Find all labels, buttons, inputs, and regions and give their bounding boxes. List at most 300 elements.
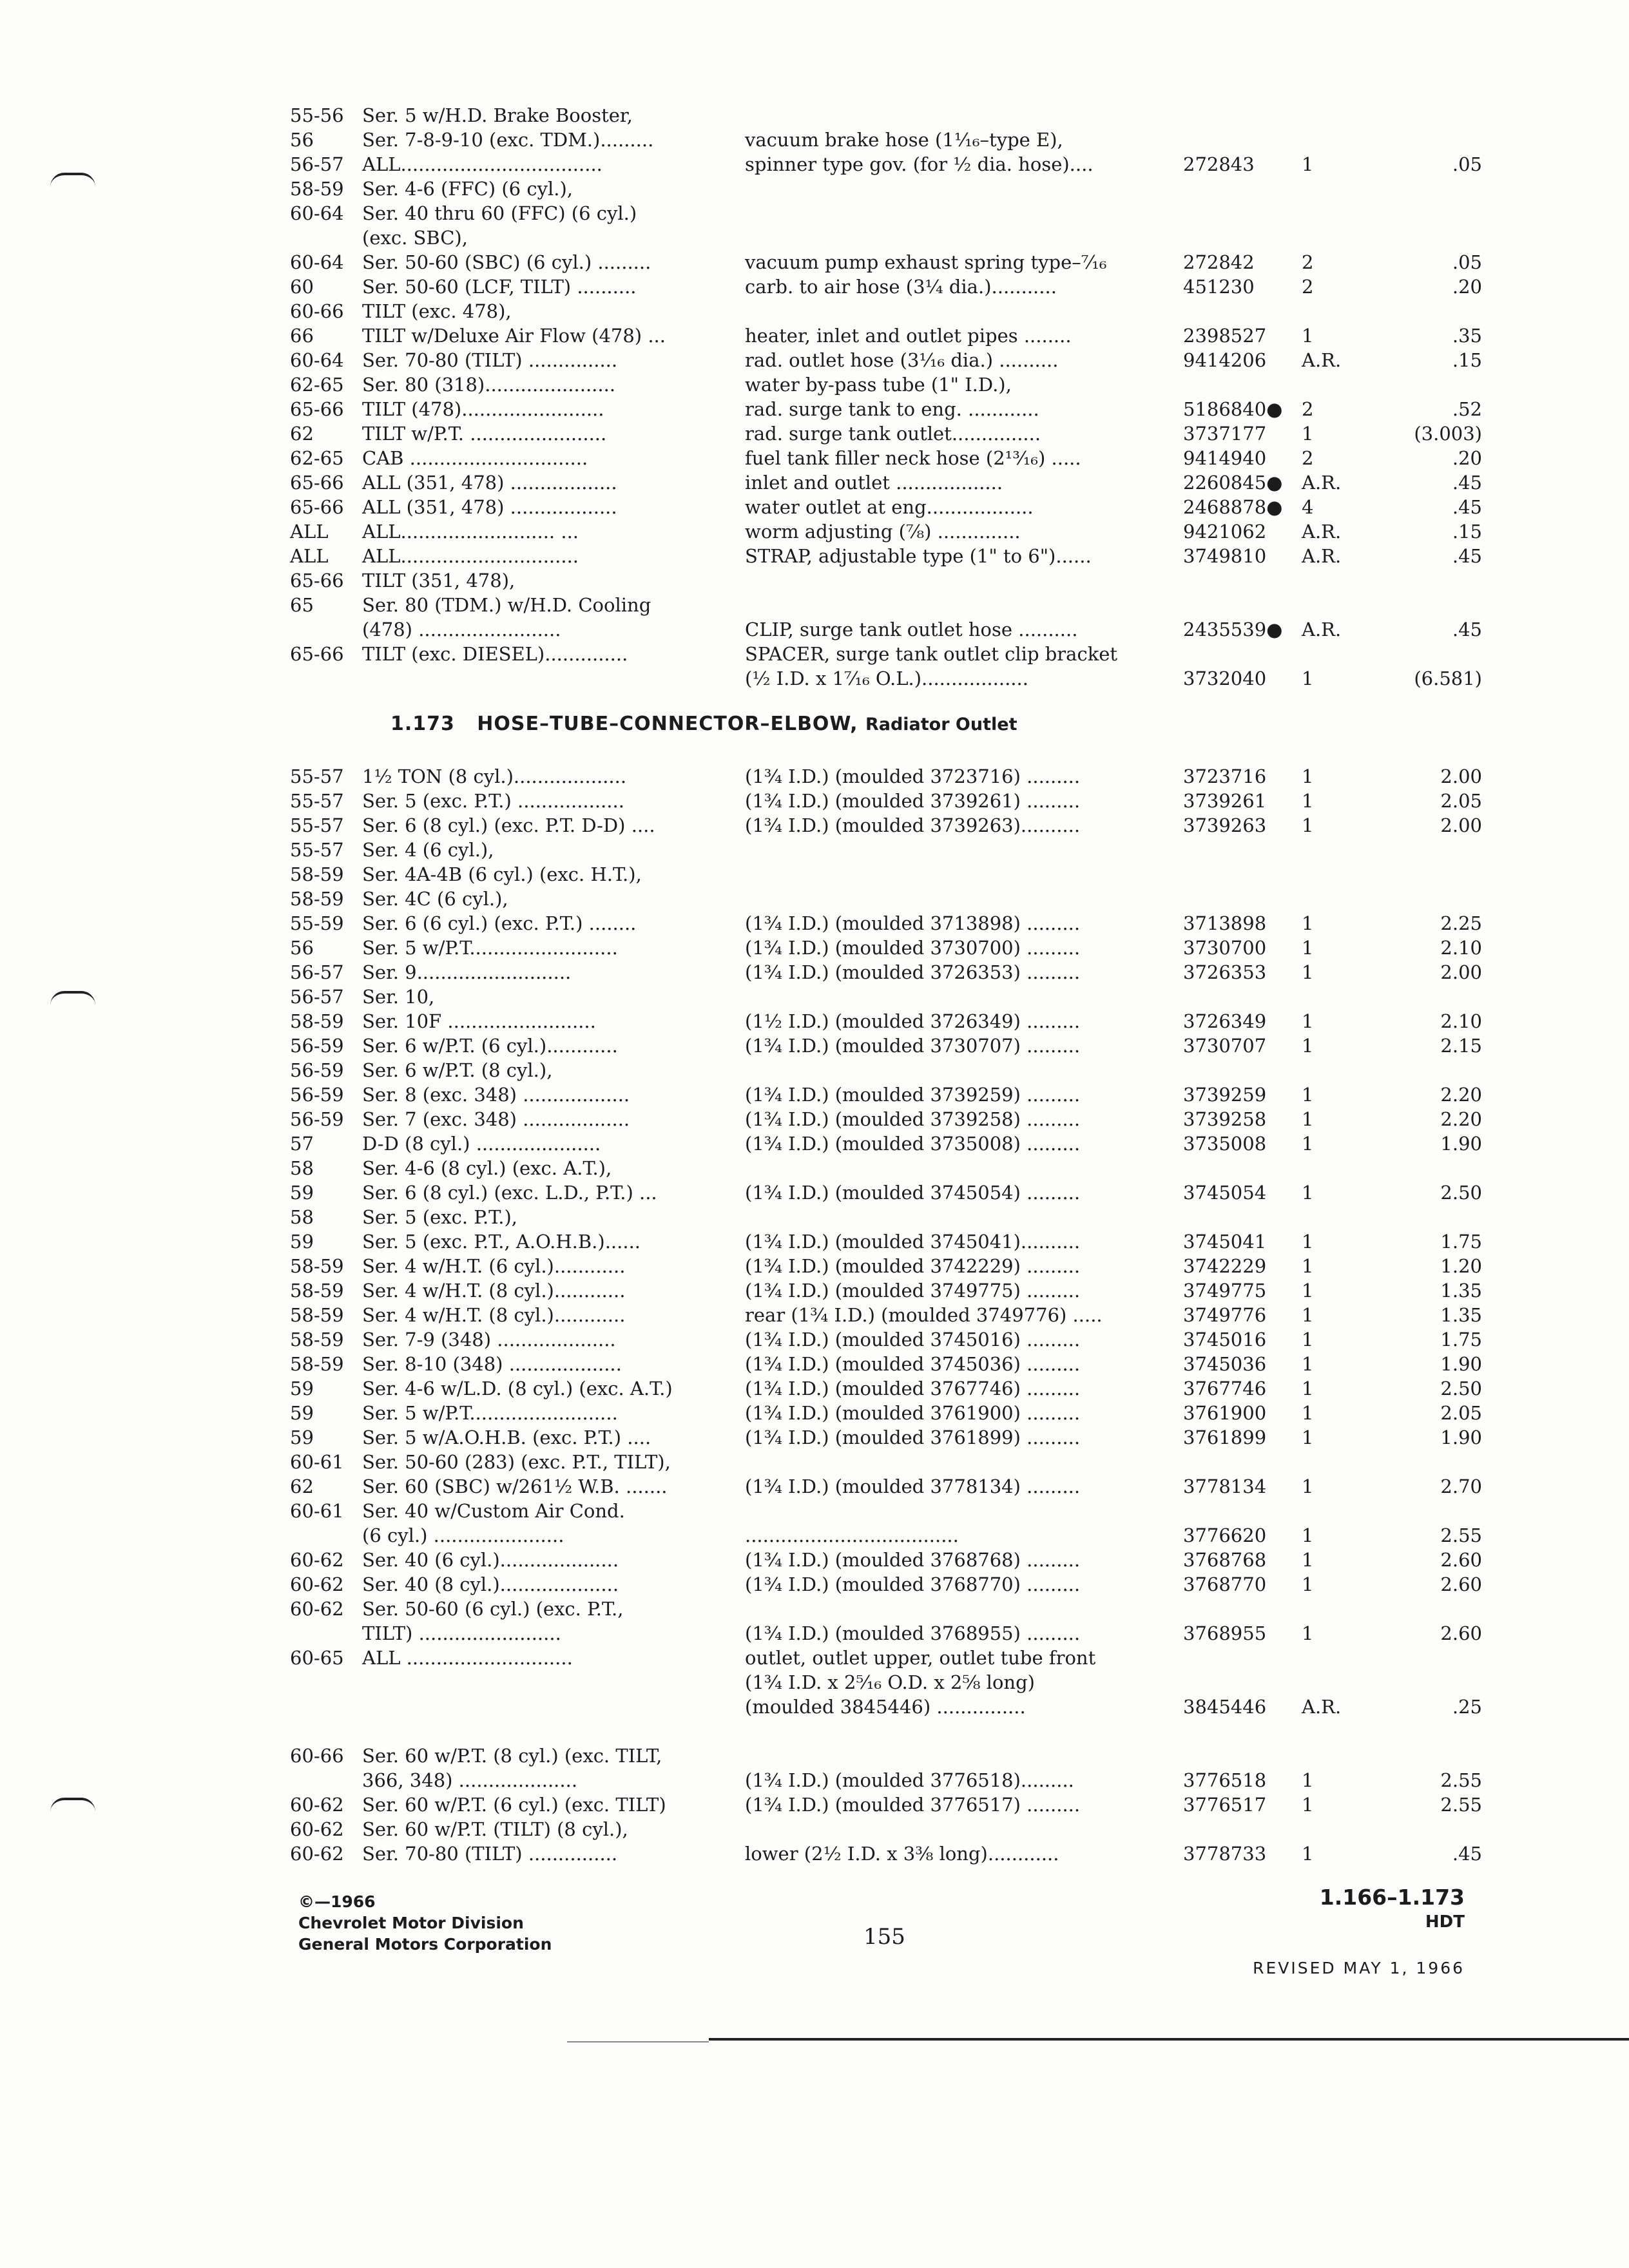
price-cell: 2.55	[1440, 1769, 1482, 1791]
year-cell: 65-66	[290, 643, 344, 665]
year-cell: 58-59	[290, 1010, 344, 1032]
description-cell: lower (2½ I.D. x 3⅜ long)............	[745, 1843, 1059, 1865]
part-number-cell: 3776518	[1183, 1769, 1267, 1791]
price-cell: .45	[1452, 496, 1482, 518]
table-row	[290, 177, 1514, 201]
quantity-cell: 1	[1302, 1549, 1314, 1571]
description-cell: vacuum pump exhaust spring type–⁷⁄₁₆	[745, 251, 1107, 273]
description-cell: worm adjusting (⁷⁄₈) ..............	[745, 521, 1021, 543]
table-row	[290, 1009, 1514, 1033]
table-row	[290, 1376, 1514, 1401]
table-row	[290, 519, 1514, 544]
price-cell: .20	[1452, 447, 1482, 469]
model-cell: Ser. 4-6 (8 cyl.) (exc. A.T.),	[362, 1157, 612, 1179]
model-cell: D-D (8 cyl.) .....................	[362, 1133, 601, 1155]
model-cell: Ser. 50-60 (283) (exc. P.T., TILT),	[362, 1451, 671, 1473]
year-cell: 58-59	[290, 1255, 344, 1277]
table-row	[290, 568, 1514, 593]
table-row	[290, 1254, 1514, 1278]
model-cell: Ser. 8 (exc. 348) ..................	[362, 1084, 630, 1106]
year-cell: ALL	[290, 521, 329, 543]
price-cell: 2.10	[1440, 1010, 1482, 1032]
year-cell: 56	[290, 937, 314, 959]
model-cell: Ser. 50-60 (LCF, TILT) ..........	[362, 276, 637, 298]
table-row	[290, 985, 1514, 1009]
year-cell: 62	[290, 423, 314, 445]
table-row	[290, 1450, 1514, 1474]
quantity-cell: 2	[1302, 447, 1314, 469]
year-cell: 60-62	[290, 1843, 344, 1865]
description-cell: (1¾ I.D.) (moulded 3761900) .........	[745, 1402, 1081, 1424]
description-cell: (1¾ I.D.) (moulded 3730707) .........	[745, 1035, 1081, 1057]
price-cell: 2.55	[1440, 1794, 1482, 1816]
price-cell: 2.70	[1440, 1475, 1482, 1497]
description-cell: (½ I.D. x 1⁷⁄₁₆ O.L.)..................	[745, 668, 1028, 689]
table-row	[290, 1841, 1514, 1866]
parts-table-top	[290, 103, 1514, 691]
table-row	[290, 1082, 1514, 1107]
table-row	[290, 1792, 1514, 1817]
quantity-cell: A.R.	[1302, 619, 1342, 640]
section-title: HOSE–TUBE–CONNECTOR–ELBOW,	[477, 713, 858, 735]
year-cell: 66	[290, 325, 314, 347]
table-row	[290, 593, 1514, 617]
table-row	[290, 1327, 1514, 1352]
publisher-block	[298, 1891, 552, 1955]
quantity-cell: 1	[1302, 1794, 1314, 1816]
description-cell: (1¾ I.D.) (moulded 3742229) .........	[745, 1255, 1081, 1277]
model-cell: Ser. 4 w/H.T. (8 cyl.)............	[362, 1304, 626, 1326]
table-row	[290, 1695, 1514, 1719]
year-cell: 60-62	[290, 1818, 344, 1840]
table-row	[290, 1229, 1514, 1254]
table-row	[290, 446, 1514, 470]
corporation-name: General Motors Corporation	[298, 1935, 552, 1954]
price-cell: .05	[1452, 251, 1482, 273]
table-row	[290, 544, 1514, 568]
year-cell: 60-62	[290, 1598, 344, 1620]
model-cell: Ser. 4 w/H.T. (6 cyl.)............	[362, 1255, 626, 1277]
price-cell: 2.05	[1440, 790, 1482, 812]
year-cell: 60-65	[290, 1647, 344, 1669]
table-row	[290, 1107, 1514, 1131]
table-row	[290, 838, 1514, 862]
quantity-cell: 1	[1302, 1182, 1314, 1204]
quantity-cell: 1	[1302, 325, 1314, 347]
year-cell: 62	[290, 1475, 314, 1497]
model-cell: TILT w/P.T. .......................	[362, 423, 607, 445]
part-number-cell: 3745041	[1183, 1231, 1267, 1253]
model-cell: Ser. 7-9 (348) ....................	[362, 1329, 616, 1350]
model-cell: ALL (351, 478) ..................	[362, 472, 617, 494]
price-cell: 2.60	[1440, 1622, 1482, 1644]
table-row	[290, 348, 1514, 372]
part-number-cell: 3749810	[1183, 545, 1267, 567]
price-cell: 1.90	[1440, 1133, 1482, 1155]
year-cell: 60-66	[290, 1745, 344, 1767]
part-number-cell: 3778134	[1183, 1475, 1267, 1497]
model-cell: Ser. 60 w/P.T. (6 cyl.) (exc. TILT)	[362, 1794, 666, 1816]
table-row	[290, 1744, 1514, 1768]
year-cell: 60-64	[290, 349, 344, 371]
year-cell: 65-66	[290, 472, 344, 494]
year-cell: 57	[290, 1133, 314, 1155]
year-cell: 55-57	[290, 814, 344, 836]
year-cell: 58-59	[290, 178, 344, 200]
year-cell: 59	[290, 1402, 314, 1424]
part-number-cell: 3723716	[1183, 765, 1267, 787]
part-number-cell: 272842	[1183, 251, 1255, 273]
model-cell: 1½ TON (8 cyl.)...................	[362, 765, 627, 787]
table-row	[290, 323, 1514, 348]
description-cell: water outlet at eng..................	[745, 496, 1034, 518]
table-row	[290, 1768, 1514, 1792]
model-cell: Ser. 4-6 w/L.D. (8 cyl.) (exc. A.T.)	[362, 1378, 673, 1399]
description-cell: (1¾ I.D.) (moulded 3723716) .........	[745, 765, 1081, 787]
quantity-cell: 1	[1302, 814, 1314, 836]
model-cell: Ser. 4A-4B (6 cyl.) (exc. H.T.),	[362, 863, 642, 885]
model-cell: Ser. 4C (6 cyl.),	[362, 888, 508, 910]
part-number-cell: 3732040	[1183, 668, 1267, 689]
model-cell: Ser. 5 w/P.T.........................	[362, 937, 618, 959]
table-row	[290, 1278, 1514, 1303]
table-row	[290, 421, 1514, 446]
price-cell: 2.15	[1440, 1035, 1482, 1057]
page-number: 155	[863, 1924, 905, 1950]
book-code: HDT	[1425, 1912, 1465, 1932]
part-number-cell: 3768768	[1183, 1549, 1267, 1571]
copyright: ©—1966	[298, 1892, 376, 1911]
model-cell: Ser. 6 w/P.T. (6 cyl.)............	[362, 1035, 618, 1057]
price-cell: 2.05	[1440, 1402, 1482, 1424]
part-number-cell: 3735008	[1183, 1133, 1267, 1155]
quantity-cell: 1	[1302, 153, 1314, 175]
quantity-cell: 1	[1302, 1280, 1314, 1302]
table-row	[290, 1205, 1514, 1229]
description-cell: (1¾ I.D.) (moulded 3739263)..........	[745, 814, 1081, 836]
model-cell: 366, 348) ....................	[362, 1769, 578, 1791]
description-cell: carb. to air hose (3¹⁄₄ dia.)...........	[745, 276, 1057, 298]
price-cell: .15	[1452, 349, 1482, 371]
price-cell: 2.55	[1440, 1524, 1482, 1546]
year-cell: ALL	[290, 545, 329, 567]
part-number-cell: 451230	[1183, 276, 1255, 298]
model-cell: TILT (exc. DIESEL)..............	[362, 643, 628, 665]
model-cell: Ser. 6 (8 cyl.) (exc. P.T. D-D) ....	[362, 814, 655, 836]
scan-mark-2	[50, 991, 95, 1005]
quantity-cell: 4	[1302, 496, 1314, 518]
year-cell: 60-62	[290, 1549, 344, 1571]
table-row	[290, 1646, 1514, 1670]
quantity-cell: 1	[1302, 1475, 1314, 1497]
table-row	[290, 617, 1514, 642]
price-cell: 2.00	[1440, 765, 1482, 787]
table-row	[290, 936, 1514, 960]
part-number-cell: 9414940	[1183, 447, 1267, 469]
model-cell: TILT (478)........................	[362, 398, 604, 420]
quantity-cell: 1	[1302, 1524, 1314, 1546]
section-number: 1.173	[390, 713, 455, 735]
model-cell: ALL..................................	[362, 153, 602, 175]
model-cell: Ser. 50-60 (6 cyl.) (exc. P.T.,	[362, 1598, 624, 1620]
part-number-cell: 3761899	[1183, 1427, 1267, 1448]
model-cell: Ser. 80 (318)......................	[362, 374, 616, 396]
description-cell: (1¾ I.D.) (moulded 3713898) .........	[745, 912, 1081, 934]
price-cell: 2.25	[1440, 912, 1482, 934]
model-cell: Ser. 60 w/P.T. (8 cyl.) (exc. TILT,	[362, 1745, 662, 1767]
table-row	[290, 960, 1514, 985]
year-cell: 56	[290, 129, 314, 151]
year-cell: 60-62	[290, 1794, 344, 1816]
model-cell: Ser. 40 (8 cyl.)....................	[362, 1573, 619, 1595]
part-number-cell: 9414206	[1183, 349, 1267, 371]
description-cell: rad. surge tank to eng. ............	[745, 398, 1039, 420]
model-cell: Ser. 4 w/H.T. (8 cyl.)............	[362, 1280, 626, 1302]
price-cell: 2.60	[1440, 1573, 1482, 1595]
part-number-cell: 2398527	[1183, 325, 1267, 347]
quantity-cell: 1	[1302, 961, 1314, 983]
quantity-cell: 1	[1302, 912, 1314, 934]
quantity-cell: 1	[1302, 1133, 1314, 1155]
part-number-cell: 3768770	[1183, 1573, 1267, 1595]
model-cell: Ser. 6 w/P.T. (8 cyl.),	[362, 1059, 553, 1081]
part-number-cell: 2435539●	[1183, 619, 1283, 640]
year-cell: 59	[290, 1182, 314, 1204]
description-cell: rear (1¾ I.D.) (moulded 3749776) .....	[745, 1304, 1103, 1326]
part-number-cell: 3776620	[1183, 1524, 1267, 1546]
part-number-cell: 3778733	[1183, 1843, 1267, 1865]
model-cell: Ser. 10F .........................	[362, 1010, 596, 1032]
price-cell: .52	[1452, 398, 1482, 420]
price-cell: (6.581)	[1414, 668, 1482, 689]
year-cell: 58	[290, 1206, 314, 1228]
description-cell: CLIP, surge tank outlet hose ..........	[745, 619, 1078, 640]
part-number-cell: 272843	[1183, 153, 1255, 175]
table-row	[290, 1401, 1514, 1425]
quantity-cell: 1	[1302, 1084, 1314, 1106]
part-number-cell: 3745054	[1183, 1182, 1267, 1204]
part-number-cell: 3713898	[1183, 912, 1267, 934]
part-number-cell: 3776517	[1183, 1794, 1267, 1816]
table-row	[290, 299, 1514, 323]
year-cell: 58-59	[290, 888, 344, 910]
year-cell: 59	[290, 1427, 314, 1448]
price-cell: 2.50	[1440, 1378, 1482, 1399]
table-row	[290, 1303, 1514, 1327]
description-cell: (1¾ I.D. x 2⁵⁄₁₆ O.D. x 2⅝ long)	[745, 1671, 1035, 1693]
model-cell: Ser. 40 (6 cyl.)....................	[362, 1549, 619, 1571]
bottom-rule-thin	[567, 2041, 709, 2042]
table-row	[290, 1156, 1514, 1180]
year-cell: 60-66	[290, 300, 344, 322]
year-cell: 65-66	[290, 496, 344, 518]
table-row	[290, 1523, 1514, 1548]
year-cell: 60-61	[290, 1500, 344, 1522]
model-cell: (6 cyl.) ......................	[362, 1524, 564, 1546]
model-cell: Ser. 5 (exc. P.T., A.O.H.B.)......	[362, 1231, 641, 1253]
scan-mark-3	[50, 1798, 95, 1812]
description-cell: (1¾ I.D.) (moulded 3776518).........	[745, 1769, 1074, 1791]
division-name: Chevrolet Motor Division	[298, 1914, 524, 1932]
model-cell: Ser. 5 (exc. P.T.),	[362, 1206, 518, 1228]
table-row	[290, 1817, 1514, 1841]
quantity-cell: 1	[1302, 1843, 1314, 1865]
description-cell: (1¾ I.D.) (moulded 3768955) .........	[745, 1622, 1081, 1644]
table-row	[290, 1597, 1514, 1621]
description-cell: (1¾ I.D.) (moulded 3768770) .........	[745, 1573, 1081, 1595]
part-number-cell: 5186840●	[1183, 398, 1283, 420]
part-number-cell: 3749775	[1183, 1280, 1267, 1302]
revision-date: REVISED MAY 1, 1966	[1253, 1959, 1465, 1977]
model-cell: Ser. 40 thru 60 (FFC) (6 cyl.)	[362, 202, 637, 224]
table-row	[290, 274, 1514, 299]
price-cell: 2.00	[1440, 814, 1482, 836]
model-cell: Ser. 60 w/P.T. (TILT) (8 cyl.),	[362, 1818, 628, 1840]
table-row	[290, 911, 1514, 936]
parts-table-bottom	[290, 764, 1514, 1866]
description-cell: (1¾ I.D.) (moulded 3726353) .........	[745, 961, 1081, 983]
model-cell: Ser. 5 (exc. P.T.) ..................	[362, 790, 624, 812]
price-cell: 1.90	[1440, 1353, 1482, 1375]
model-cell: Ser. 50-60 (SBC) (6 cyl.) .........	[362, 251, 651, 273]
quantity-cell: A.R.	[1302, 349, 1342, 371]
quantity-cell: 1	[1302, 1769, 1314, 1791]
table-row	[290, 397, 1514, 421]
price-cell: 1.20	[1440, 1255, 1482, 1277]
part-number-cell: 3768955	[1183, 1622, 1267, 1644]
table-row	[290, 1719, 1514, 1744]
quantity-cell: 1	[1302, 1329, 1314, 1350]
description-cell: (1¾ I.D.) (moulded 3745041)..........	[745, 1231, 1081, 1253]
price-cell: 1.35	[1440, 1304, 1482, 1326]
description-cell: heater, inlet and outlet pipes ........	[745, 325, 1072, 347]
table-row	[290, 789, 1514, 813]
quantity-cell: 1	[1302, 765, 1314, 787]
price-cell: .45	[1452, 619, 1482, 640]
quantity-cell: A.R.	[1302, 545, 1342, 567]
year-cell: 56-57	[290, 153, 344, 175]
table-row	[290, 1352, 1514, 1376]
year-cell: 59	[290, 1231, 314, 1253]
price-cell: .35	[1452, 325, 1482, 347]
price-cell: 2.20	[1440, 1084, 1482, 1106]
price-cell: .05	[1452, 153, 1482, 175]
description-cell: (1¾ I.D.) (moulded 3761899) .........	[745, 1427, 1081, 1448]
description-cell: SPACER, surge tank outlet clip bracket	[745, 643, 1118, 665]
price-cell: 1.35	[1440, 1280, 1482, 1302]
model-cell: Ser. 10,	[362, 986, 435, 1008]
model-cell: Ser. 70-80 (TILT) ...............	[362, 349, 618, 371]
year-cell: 60-62	[290, 1573, 344, 1595]
description-cell: fuel tank filler neck hose (2¹³⁄₁₆) .....	[745, 447, 1081, 469]
description-cell: (1¾ I.D.) (moulded 3749775) .........	[745, 1280, 1081, 1302]
part-number-cell: 3730700	[1183, 937, 1267, 959]
model-cell: CAB ..............................	[362, 447, 588, 469]
year-cell: 56-57	[290, 986, 344, 1008]
quantity-cell: 1	[1302, 1010, 1314, 1032]
table-row	[290, 1548, 1514, 1572]
quantity-cell: A.R.	[1302, 521, 1342, 543]
quantity-cell: A.R.	[1302, 472, 1342, 494]
quantity-cell: 2	[1302, 251, 1314, 273]
year-cell: 56-59	[290, 1035, 344, 1057]
year-cell: 55-59	[290, 912, 344, 934]
model-cell: Ser. 5 w/H.D. Brake Booster,	[362, 104, 633, 126]
bottom-rule	[709, 2038, 1629, 2041]
price-cell: .20	[1452, 276, 1482, 298]
table-row	[290, 1474, 1514, 1499]
year-cell: 59	[290, 1378, 314, 1399]
table-row	[290, 495, 1514, 519]
table-row	[290, 201, 1514, 226]
description-cell: STRAP, adjustable type (1" to 6")......	[745, 545, 1092, 567]
model-cell: TILT) ........................	[362, 1622, 561, 1644]
model-cell: Ser. 4 (6 cyl.),	[362, 839, 494, 861]
quantity-cell: 1	[1302, 1353, 1314, 1375]
year-cell: 56-59	[290, 1084, 344, 1106]
model-cell: Ser. 7-8-9-10 (exc. TDM.).........	[362, 129, 654, 151]
model-cell: ALL (351, 478) ..................	[362, 496, 617, 518]
quantity-cell: 1	[1302, 1622, 1314, 1644]
part-number-cell: 3767746	[1183, 1378, 1267, 1399]
year-cell: 65-66	[290, 570, 344, 591]
table-row	[290, 666, 1514, 691]
section-heading	[390, 713, 1017, 735]
year-cell: 65	[290, 594, 314, 616]
year-cell: 55-56	[290, 104, 344, 126]
price-cell: .45	[1452, 472, 1482, 494]
description-cell: outlet, outlet upper, outlet tube front	[745, 1647, 1096, 1669]
quantity-cell: 1	[1302, 1304, 1314, 1326]
model-cell: Ser. 8-10 (348) ...................	[362, 1353, 622, 1375]
price-cell: 2.20	[1440, 1108, 1482, 1130]
year-cell: 65-66	[290, 398, 344, 420]
price-cell: 1.75	[1440, 1329, 1482, 1350]
part-number-cell: 3742229	[1183, 1255, 1267, 1277]
quantity-cell: 1	[1302, 937, 1314, 959]
price-cell: 2.50	[1440, 1182, 1482, 1204]
table-row	[290, 226, 1514, 250]
part-number-cell: 3761900	[1183, 1402, 1267, 1424]
price-cell: .15	[1452, 521, 1482, 543]
quantity-cell: 1	[1302, 668, 1314, 689]
table-row	[290, 1425, 1514, 1450]
table-row	[290, 642, 1514, 666]
year-cell: 62-65	[290, 374, 344, 396]
model-cell: Ser. 9..........................	[362, 961, 572, 983]
description-cell: inlet and outlet ..................	[745, 472, 1003, 494]
description-cell: vacuum brake hose (1¹⁄₁₆–type E),	[745, 129, 1063, 151]
price-cell: 2.00	[1440, 961, 1482, 983]
description-cell: (1¾ I.D.) (moulded 3776517) .........	[745, 1794, 1081, 1816]
scan-mark-1	[50, 173, 95, 187]
part-number-cell: 3745036	[1183, 1353, 1267, 1375]
price-cell: .45	[1452, 545, 1482, 567]
table-row	[290, 1499, 1514, 1523]
part-number-cell: 3739259	[1183, 1084, 1267, 1106]
quantity-cell: 1	[1302, 1108, 1314, 1130]
table-row	[290, 372, 1514, 397]
year-cell: 56-59	[290, 1059, 344, 1081]
model-cell: Ser. 80 (TDM.) w/H.D. Cooling	[362, 594, 651, 616]
year-cell: 58	[290, 1157, 314, 1179]
quantity-cell: 2	[1302, 276, 1314, 298]
table-row	[290, 1670, 1514, 1695]
year-cell: 58-59	[290, 1329, 344, 1350]
table-row	[290, 1033, 1514, 1058]
model-cell: Ser. 5 w/A.O.H.B. (exc. P.T.) ....	[362, 1427, 651, 1448]
description-cell: (moulded 3845446) ...............	[745, 1696, 1026, 1718]
